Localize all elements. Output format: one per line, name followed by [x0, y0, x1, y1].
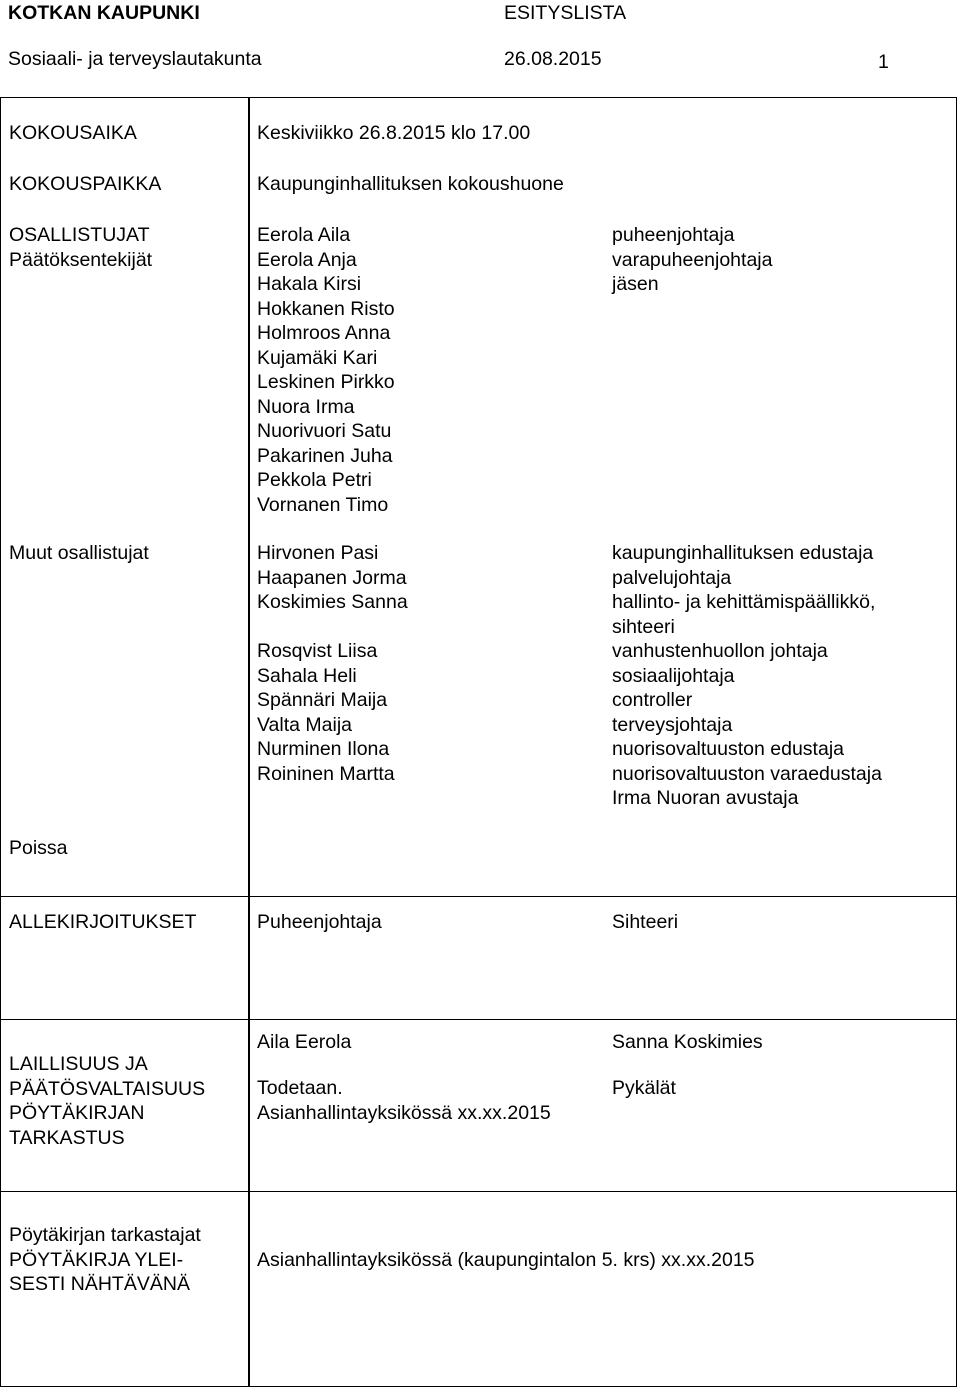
participant-role: jäsen [612, 273, 659, 295]
participant-name: Nuorivuori Satu [257, 420, 392, 442]
row-divider [0, 1191, 957, 1192]
participant-names [257, 223, 395, 517]
participant-name: Vornanen Timo [257, 493, 389, 516]
participant-name: Hakala Kirsi [257, 273, 362, 295]
other-names [257, 541, 408, 786]
legality-label [9, 1052, 205, 1150]
reviewers-public-label [9, 1223, 201, 1297]
participant-role: varapuheenjohtaja [612, 248, 773, 271]
meeting-time-label: KOKOUSAIKA [9, 122, 137, 144]
public-value: Asianhallintayksikössä (kaupungintalon 5. krs) xx.xx.2015 [257, 1249, 755, 1271]
participant-name: Holmroos Anna [257, 322, 391, 344]
organization-name: KOTKAN KAUPUNKI [8, 2, 200, 24]
document-date: 26.08.2015 [504, 48, 602, 70]
other-role: sosiaalijohtaja [612, 664, 735, 687]
other-role: Irma Nuoran avustaja [612, 787, 799, 809]
other-name: Haapanen Jorma [257, 566, 407, 589]
public-label-line: SESTI NÄHTÄVÄNÄ [9, 1273, 190, 1295]
signatures-label: ALLEKIRJOITUKSET [9, 911, 197, 933]
participant-roles [612, 223, 772, 297]
public-label-line: PÖYTÄKIRJA YLEI- [9, 1248, 184, 1271]
participant-name: Pakarinen Juha [257, 444, 393, 467]
participant-name: Hokkanen Risto [257, 297, 395, 320]
participant-name: Leskinen Pirkko [257, 371, 395, 393]
other-role: terveysjohtaja [612, 713, 733, 736]
other-role: palvelujohtaja [612, 566, 732, 589]
column-divider [248, 97, 250, 1387]
other-name: Koskimies Sanna [257, 591, 408, 613]
other-name: Rosqvist Liisa [257, 640, 378, 662]
legality-label-line: LAILLISUUS JA [9, 1053, 148, 1075]
chair-title: Puheenjohtaja [257, 911, 382, 933]
meeting-place-value: Kaupunginhallituksen kokoushuone [257, 173, 564, 195]
other-name: Spännäri Maija [257, 689, 388, 711]
other-roles [612, 541, 882, 811]
review-label-line: TARKASTUS [9, 1126, 125, 1149]
board-name: Sosiaali- ja terveyslautakunta [8, 48, 262, 70]
absent-label: Poissa [9, 837, 68, 859]
other-name: Sahala Heli [257, 664, 357, 687]
meeting-time-value: Keskiviikko 26.8.2015 klo 17.00 [257, 122, 531, 144]
participants-label [9, 223, 152, 272]
other-role: sihteeri [612, 615, 675, 638]
review-value: Asianhallintayksikössä xx.xx.2015 [257, 1102, 551, 1124]
other-name: Valta Maija [257, 713, 353, 736]
legality-label-line: PÄÄTÖSVALTAISUUS [9, 1077, 206, 1100]
other-role: controller [612, 689, 693, 711]
meeting-place-label: KOKOUSPAIKKA [9, 173, 162, 195]
other-role: nuorisovaltuuston varaedustaja [612, 762, 882, 785]
other-name: Hirvonen Pasi [257, 542, 379, 564]
secretary-title: Sihteeri [612, 911, 679, 933]
other-role: kaupunginhallituksen edustaja [612, 542, 874, 564]
participants-label-line: Päätöksentekijät [9, 248, 153, 271]
page-number: 1 [878, 51, 889, 73]
other-name: Nurminen Ilona [257, 738, 390, 760]
other-name: Roininen Martta [257, 762, 395, 785]
participant-name: Pekkola Petri [257, 469, 372, 491]
participant-name: Eerola Aila [257, 224, 351, 246]
participant-name: Nuora Irma [257, 395, 355, 418]
others-label: Muut osallistujat [9, 542, 149, 564]
document-type: ESITYSLISTA [504, 2, 627, 24]
other-role: vanhustenhuollon johtaja [612, 640, 828, 662]
participants-label-line: OSALLISTUJAT [9, 224, 150, 246]
participant-role: puheenjohtaja [612, 224, 735, 246]
review-label-line: PÖYTÄKIRJAN [9, 1102, 145, 1124]
row-divider [0, 1019, 957, 1020]
sections-label: Pykälät [612, 1077, 676, 1099]
other-role: nuorisovaltuuston edustaja [612, 738, 844, 760]
reviewers-label: Pöytäkirjan tarkastajat [9, 1224, 201, 1246]
other-name-spacer [257, 615, 408, 640]
participant-name: Eerola Anja [257, 248, 357, 271]
chair-name: Aila Eerola [257, 1031, 352, 1053]
secretary-name: Sanna Koskimies [612, 1031, 763, 1053]
legality-value: Todetaan. [257, 1077, 343, 1099]
other-role: hallinto- ja kehittämispäällikkö, [612, 591, 876, 613]
participant-name: Kujamäki Kari [257, 346, 378, 369]
row-divider [0, 896, 957, 897]
